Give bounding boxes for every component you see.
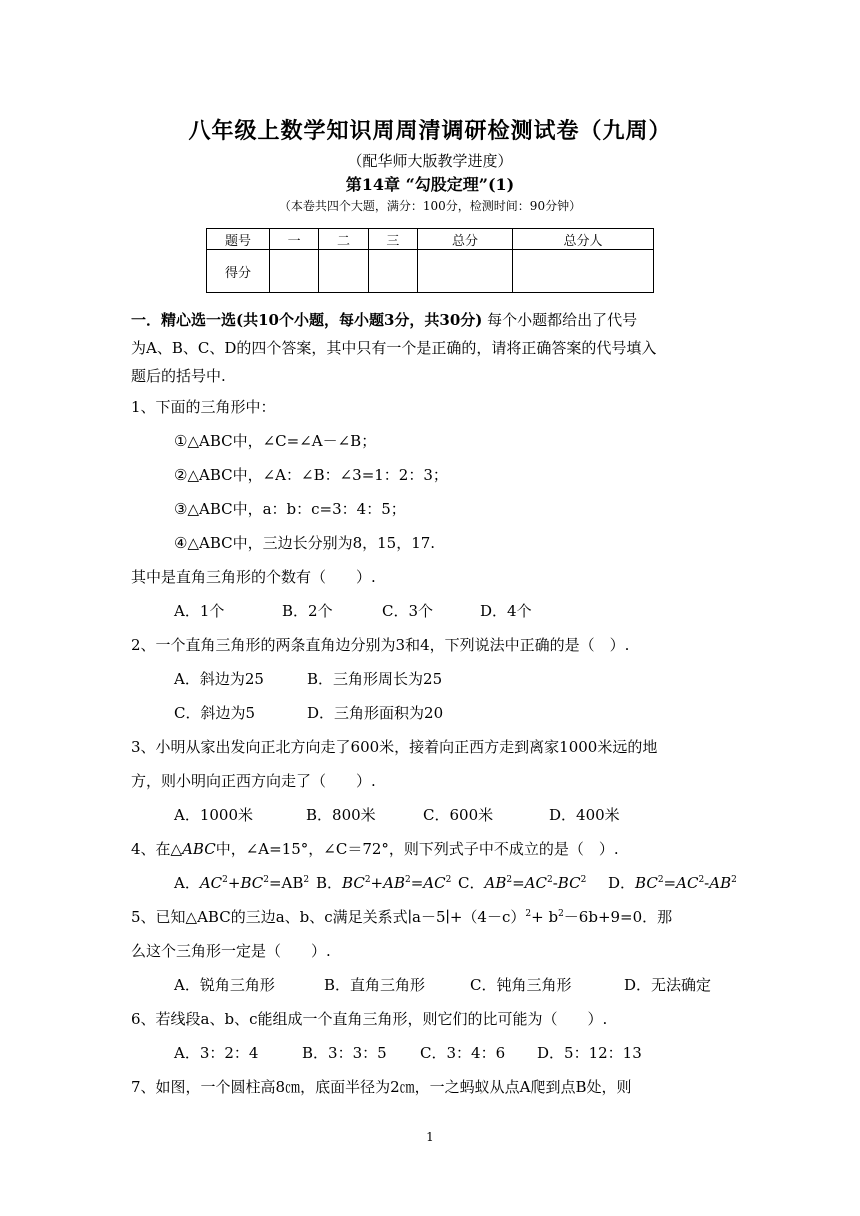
q5-exponent: 2: [525, 909, 532, 919]
score-header-cell: 总分: [417, 229, 512, 250]
q2-options-row1: [131, 662, 731, 696]
q1-option-a[interactable]: A．1个: [174, 602, 225, 620]
q5-text: －6b+9=0．那: [563, 908, 673, 926]
score-header-cell: 二: [319, 229, 368, 250]
q1-item: ②△ABC中，∠A：∠B：∠3=1：2：3；: [174, 466, 448, 484]
q4-option-c[interactable]: C．$AB^2=AC^2-BC^2$: [458, 874, 587, 892]
q3-option-b[interactable]: B．800米: [306, 806, 376, 824]
q3-line2: 方，则小明向正西方向走了（ ）.: [131, 772, 376, 790]
q6-option-a[interactable]: A．3：2：4: [174, 1044, 259, 1062]
score-header-cell: 总分人: [513, 229, 654, 250]
q1-option-b[interactable]: B．2个: [282, 602, 333, 620]
q4-options: [131, 866, 737, 900]
score-cell[interactable]: [319, 250, 368, 293]
score-table-score-row: [207, 250, 654, 293]
q6-option-b[interactable]: B．3：3：5: [302, 1044, 387, 1062]
q1-tail: 其中是直角三角形的个数有（ ）.: [131, 568, 376, 586]
q4-option-b[interactable]: B．$BC^2+AB^2=AC^2$: [316, 874, 452, 892]
score-cell[interactable]: [368, 250, 417, 293]
q5-stem: [131, 900, 731, 968]
section1-text: 每个小题都给出了代号: [482, 311, 638, 329]
q2-option-b[interactable]: B．三角形周长为25: [307, 670, 443, 688]
q5-option-a[interactable]: A．锐角三角形: [174, 976, 275, 994]
score-table: [206, 228, 654, 293]
q2-options-row2: [131, 696, 731, 730]
q5-option-d[interactable]: D．无法确定: [624, 976, 712, 994]
q1-item: ③△ABC中，a：b：c=3：4：5；: [174, 500, 406, 518]
q3-option-c[interactable]: C．600米: [423, 806, 494, 824]
chapter-heading: 第14章 “勾股定理”(1): [345, 175, 515, 194]
score-header-cell: 一: [270, 229, 319, 250]
q4-stem: [131, 832, 731, 866]
q3-option-a[interactable]: A．1000米: [174, 806, 254, 824]
score-cell[interactable]: [270, 250, 319, 293]
q2-option-d[interactable]: D．三角形面积为20: [307, 704, 444, 722]
score-cell[interactable]: [417, 250, 512, 293]
exam-title: 八年级上数学知识周周清调研检测试卷（九周）: [188, 118, 672, 144]
q3-stem: [131, 730, 731, 798]
exam-body: [131, 306, 737, 1104]
section1-text: 题后的括号中.: [131, 367, 226, 385]
q6-option-c[interactable]: C．3：4：6: [420, 1044, 506, 1062]
exam-subtitle: （配华师大版教学进度）: [347, 152, 513, 170]
score-cell[interactable]: [513, 250, 654, 293]
q3-line1: 3、小明从家出发向正北方向走了600米，接着向正西方走到离家1000米远的地: [131, 738, 658, 756]
q6-stem: 6、若线段a、b、c能组成一个直角三角形，则它们的比可能为（ ）.: [131, 1010, 608, 1028]
q4-option-d-label: D．: [608, 874, 636, 892]
score-header-cell: 题号: [207, 229, 270, 250]
q1-item: ④△ABC中，三边长分别为8，15，17.: [174, 534, 436, 552]
score-row-label: 得分: [207, 250, 270, 293]
q5-exponent: 2: [558, 909, 564, 919]
score-header-cell: 三: [368, 229, 417, 250]
q7-stem: 7、如图，一个圆柱高8㎝，底面半径为2㎝，一之蚂蚁从点A爬到点B处，则: [131, 1078, 632, 1096]
section1-intro: [131, 306, 731, 390]
q2-option-c[interactable]: C．斜边为5: [174, 704, 256, 722]
q4-stem-text: 4、在△: [131, 840, 183, 858]
q4-option-a-label: A．: [174, 874, 200, 892]
q1-option-c[interactable]: C．3个: [382, 602, 434, 620]
q5-line2: 么这个三角形一定是（ ）.: [131, 942, 331, 960]
q1-options: [131, 594, 731, 628]
q6-option-d[interactable]: D．5：12：13: [537, 1044, 642, 1062]
q1-option-d[interactable]: D．4个: [480, 602, 532, 620]
q5-option-b[interactable]: B．直角三角形: [324, 976, 426, 994]
section1-heading: 一．精心选一选(共10个小题，每小题3分，共30分): [131, 311, 483, 329]
q5-text: + b: [531, 908, 559, 926]
q3-option-d[interactable]: D．400米: [549, 806, 620, 824]
q1-item: ①△ABC中，∠C=∠A－∠B；: [174, 432, 377, 450]
q2-option-a[interactable]: A．斜边为25: [174, 670, 264, 688]
q4-option-d[interactable]: D．$BC^2=AC^2-AB^2$: [608, 874, 737, 892]
q4-triangle-name: ABC: [182, 840, 216, 858]
q4-option-c-label: C．: [458, 874, 485, 892]
section1-text: 为A、B、C、D的四个答案，其中只有一个是正确的，请将正确答案的代号填入: [131, 339, 657, 357]
q6-options: [131, 1036, 731, 1070]
q4-option-a[interactable]: A．$AC^2+BC^2=AB^2$: [174, 874, 310, 892]
q5-text: 5、已知△ABC的三边a、b、c满足关系式∣a－5∣+（4－c）: [131, 908, 526, 926]
q1-stem: 1、下面的三角形中：: [131, 398, 276, 416]
exam-note: （本卷共四个大题，满分：100分，检测时间：90分钟）: [278, 199, 582, 213]
q3-options: [131, 798, 731, 832]
q5-option-c[interactable]: C．钝角三角形: [470, 976, 572, 994]
q4-stem-text: 中，∠A=15°，∠C＝72°，则下列式子中不成立的是（ ）.: [215, 840, 619, 858]
score-table-header-row: [207, 229, 654, 250]
page-number: 1: [426, 1130, 434, 1144]
q2-stem: 2、一个直角三角形的两条直角边分别为3和4，下列说法中正确的是（ ）.: [131, 636, 630, 654]
q4-option-b-label: B．: [316, 874, 343, 892]
q5-options: [131, 968, 731, 1002]
